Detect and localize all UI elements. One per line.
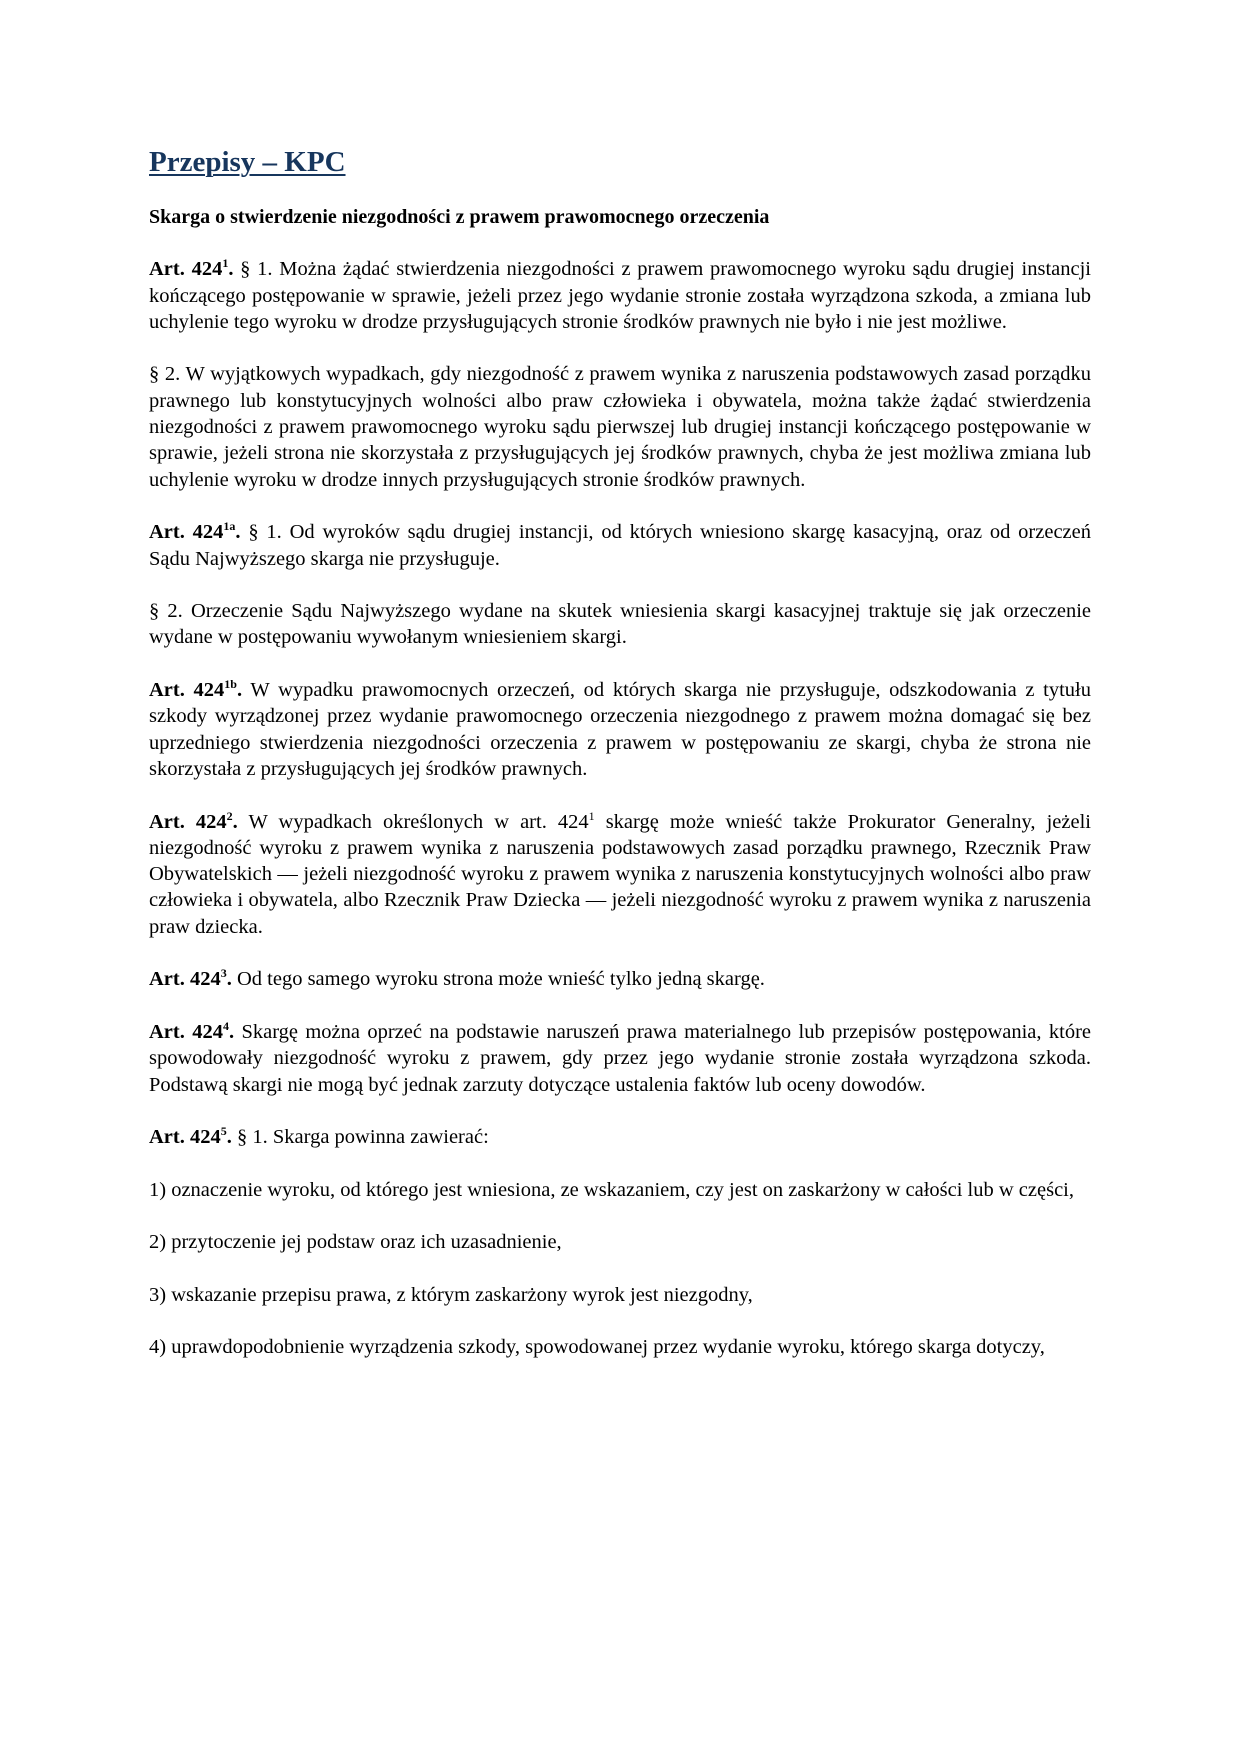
article-number: Art. 424: [149, 1020, 223, 1043]
article-superscript: 3: [220, 966, 227, 981]
article-superscript: 2: [226, 808, 233, 823]
article-punct: .: [226, 968, 232, 991]
paragraph-text: 4) uprawdopodobnienie wyrządzenia szkody, spowodowanej przez wydanie wyroku, którego skarga dotyczy,: [149, 1336, 1045, 1359]
paragraph-text: skargę może wnieść także Prokurator Generalny, jeżeli niezgodność wyroku z prawem wynika z naruszenia podstawowych zasad porządku prawnego, Rzecznik Praw Obywatelskich — jeżeli niezgodność wyroku z prawem wynika z naruszenia konstytucyjnych wolności albo praw człowieka i obywatela, albo Rzecznik Praw Dziecka — jeżeli niezgodność wyroku z prawem wynika z naruszenia praw dziecka.: [149, 810, 1091, 938]
paragraph-text: Od tego samego wyroku strona może wnieść tylko jedną skargę.: [231, 968, 765, 991]
article-number: Art. 424: [149, 521, 224, 544]
paragraph-text: 2) przytoczenie jej podstaw oraz ich uzasadnienie,: [149, 1231, 562, 1254]
article-number: Art. 424: [149, 1126, 221, 1149]
article-punct: .: [236, 679, 243, 702]
article-punct: .: [226, 1126, 232, 1149]
article-number: Art. 424: [149, 679, 225, 702]
article-superscript: 1: [222, 256, 229, 271]
document-page: [149, 144, 1091, 1361]
article-paragraph: [149, 256, 1091, 335]
article-paragraph: [149, 1124, 1091, 1150]
paragraph: [149, 1177, 1091, 1203]
paragraph-text: § 2. Orzeczenie Sądu Najwyższego wydane na skutek wniesienia skargi kasacyjnej traktuje się jak orzeczenie wydane w postępowaniu wywołanym wniesieniem skargi.: [149, 600, 1091, 649]
article-superscript: 4: [222, 1018, 229, 1033]
paragraph-text: § 1. Można żądać stwierdzenia niezgodności z prawem prawomocnego wyroku sądu drugiej instancji kończącego postępowanie w sprawie, jeżeli przez jego wydanie stronie została wyrządzona szkoda, a zmiana lub uchylenie tego wyroku w drodze przysługujących stronie środków prawnych nie było i nie jest możliwe.: [149, 258, 1091, 333]
article-punct: .: [228, 1020, 235, 1043]
article-paragraph: [149, 519, 1091, 572]
article-number: Art. 424: [149, 258, 223, 281]
paragraph-text: W wypadku prawomocnych orzeczeń, od których skarga nie przysługuje, odszkodowania z tytułu szkody wyrządzonej przez wydanie prawomocnego orzeczenia niezgodnego z prawem można domagać się bez uprzedniego stwierdzenia niezgodności orzeczenia z prawem w postępowaniu ze skargi, chyba że strona nie skorzystała z przysługujących jej środków prawnych.: [149, 679, 1091, 780]
paragraph-text: § 1. Skarga powinna zawierać:: [231, 1126, 489, 1149]
article-number: Art. 424: [149, 810, 227, 833]
document-title: Przepisy – KPC: [149, 146, 346, 178]
paragraph-text: § 1. Od wyroków sądu drugiej instancji, od których wniesiono skargę kasacyjną, oraz od orzeczeń Sądu Najwyższego skarga nie przysługuje.: [149, 521, 1092, 570]
reference-superscript: 1: [588, 808, 595, 823]
paragraph: [149, 1229, 1091, 1255]
article-punct: .: [235, 521, 241, 544]
paragraph-text: W wypadkach określonych w art. 424: [237, 810, 589, 833]
paragraph-text: § 2. W wyjątkowych wypadkach, gdy niezgodność z prawem wynika z naruszenia podstawowych zasad porządku prawnego lub konstytucyjnych wolności albo praw człowieka i obywatela, można także żądać stwierdzenia niezgodności z prawem prawomocnego wyroku sądu pierwszej lub drugiej instancji kończącego postępowanie w sprawie, jeżeli strona nie skorzystała z przysługujących jej środków prawnych, chyba że jest możliwa zmiana lub uchylenie wyroku w drodze innych przysługujących stronie środków prawnych.: [149, 363, 1091, 491]
paragraph-text: 1) oznaczenie wyroku, od którego jest wniesiona, ze wskazaniem, czy jest on zaskarżony w całości lub w części,: [149, 1178, 1075, 1201]
paragraph: [149, 361, 1091, 492]
article-superscript: 1b: [224, 677, 237, 692]
article-paragraph: [149, 677, 1091, 782]
article-paragraph: [149, 1019, 1091, 1098]
paragraph: [149, 1334, 1091, 1360]
article-superscript: 5: [220, 1124, 227, 1139]
section-heading: Skarga o stwierdzenie niezgodności z prawem prawomocnego orzeczenia: [149, 206, 770, 228]
paragraph: [149, 598, 1091, 651]
article-punct: .: [228, 258, 234, 281]
paragraph-text: Skargę można oprzeć na podstawie naruszeń prawa materialnego lub przepisów postępowania, które spowodowały niezgodność wyroku z prawem, gdy przez jego wydanie stronie została wyrządzona szkoda. Podstawą skargi nie mogą być jednak zarzuty dotyczące ustalenia faktów lub oceny dowodów.: [149, 1020, 1092, 1096]
article-paragraph: [149, 966, 1091, 992]
article-superscript: 1a: [223, 519, 236, 534]
document-body: [149, 256, 1091, 1360]
paragraph-text: 3) wskazanie przepisu prawa, z którym zaskarżony wyrok jest niezgodny,: [149, 1283, 753, 1306]
article-paragraph: [149, 809, 1091, 940]
paragraph: [149, 1282, 1091, 1308]
article-number: Art. 424: [149, 968, 221, 991]
article-punct: .: [232, 810, 238, 833]
